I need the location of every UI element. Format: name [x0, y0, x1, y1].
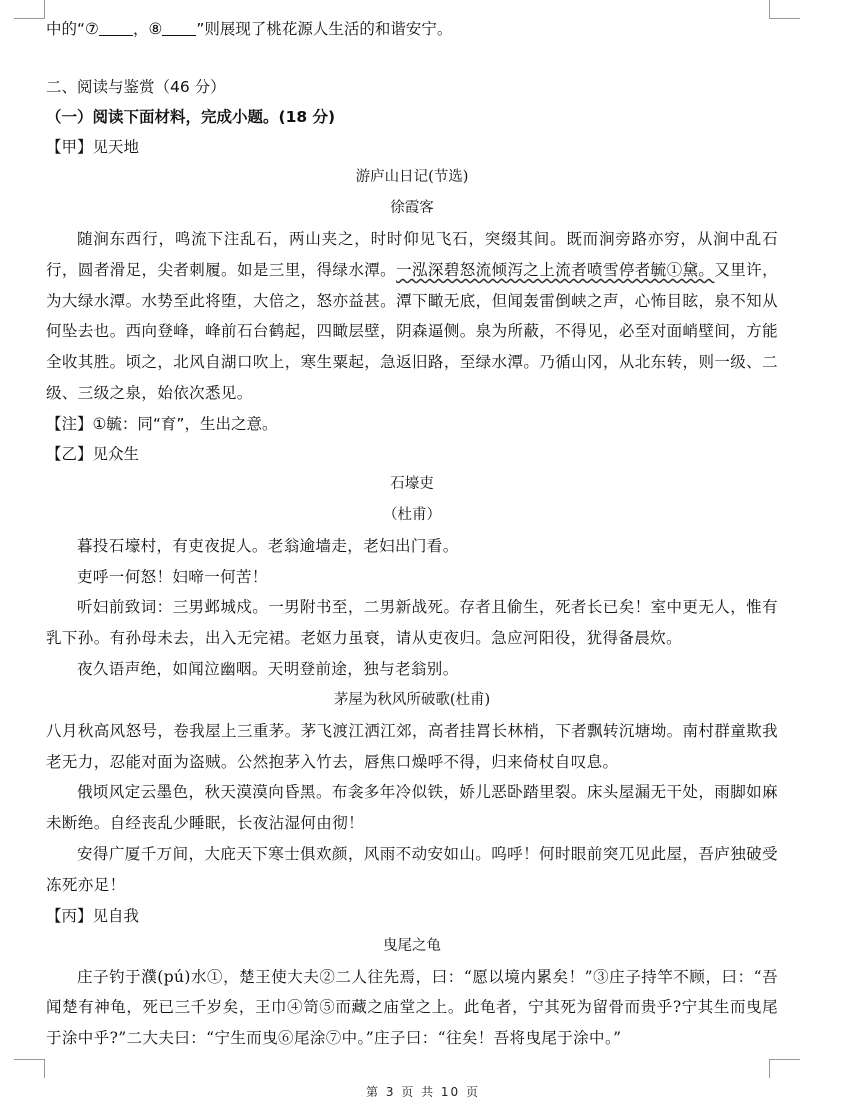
bing-label: 【丙】见自我	[46, 906, 140, 925]
jia-author: 徐霞客	[390, 200, 434, 216]
jia-text-a: 随涧东西行，鸣流下注乱石，两山夹之，时时仰见飞石，突缀其间。既而涧旁路亦穷，从涧中乱石行，圆者滑足，尖者刺履。如是三里，得绿水潭。	[46, 230, 778, 279]
yi-poem2-title: 茅屋为秋风所破歌(杜甫)	[333, 691, 491, 708]
spacer	[46, 44, 778, 72]
intro-mid: ，⑧	[132, 20, 163, 38]
bing-text: 庄子钓于濮(pú)水①，楚王使大夫②二人往先焉，曰：“愿以境内累矣！”③庄子持竿不顾，曰：“吾闻楚有神龟，死已三千岁矣，王巾④笥⑤而藏之庙堂之上。此龟者，宁其死为留骨而贵乎?宁其生而曳尾于涂中乎?”二大夫曰：“宁生而曳⑥尾涂⑦中。”庄子曰：“往矣！吾将曳尾于涂中。”	[46, 967, 778, 1048]
crop-mark-top-left	[14, 0, 45, 19]
blank-7	[99, 19, 133, 36]
section2-title: 二、阅读与鉴赏（46 分）	[46, 78, 226, 96]
document-page	[46, 14, 778, 1054]
jia-text-b: 又里许，为大绿水潭。水势至此将堕，大倍之，怒亦益甚。潭下瞰无底，但闻轰雷倒峡之声，心怖目眩，泉不知从何坠去也。西向登峰，峰前石台鹤起，四瞰层壁，阴森逼侧。泉为所蔽，不得见，必至对面峭壁间，方能全收其胜。顷之，北风自湖口吹上，寒生粟起，急返旧路，至绿水潭。乃循山冈，从北东转，则一级、二级、三级之泉，始依次悉见。	[46, 260, 778, 402]
jia-text-underlined: 一泓深碧怒流倾泻之上流者喷雪停者毓①黛。	[396, 260, 715, 279]
crop-mark-bottom-right	[769, 1059, 800, 1078]
crop-mark-bottom-left	[14, 1059, 45, 1078]
intro-suffix: ”则展现了桃花源人生活的和谐安宁。	[196, 20, 453, 38]
part1-title: （一）阅读下面材料，完成小题。(18 分)	[46, 108, 336, 126]
jia-title: 游庐山日记(节选)	[355, 169, 469, 185]
yi-poem1-para-2: 吏呼一何怒！妇啼一何苦！	[77, 567, 268, 586]
jia-label: 【甲】见天地	[46, 138, 140, 156]
yi-poem1-author: （杜甫）	[383, 506, 441, 523]
jia-text	[46, 224, 778, 409]
yi-poem2-para-1: 八月秋高风怒号，卷我屋上三重茅。茅飞渡江洒江郊，高者挂罥长林梢，下者飘转沉塘坳。南村群童欺我老无力，忍能对面为盗贼。公然抱茅入竹去，唇焦口燥呼不得，归来倚杖自叹息。	[46, 721, 778, 771]
bing-title: 曳尾之龟	[383, 937, 441, 954]
page-number-footer: 第 3 页 共 10 页	[366, 1085, 480, 1099]
yi-poem1-title: 石壕吏	[390, 475, 434, 492]
yi-label: 【乙】见众生	[46, 444, 140, 463]
yi-poem2-para-3: 安得广厦千万间，大庇天下寒士俱欢颜，风雨不动安如山。呜呼！何时眼前突兀见此屋，吾庐独破受冻死亦足！	[46, 844, 778, 894]
blank-8	[162, 19, 196, 36]
jia-note: 【注】①毓：同“育”，生出之意。	[46, 414, 278, 433]
yi-poem1-para-4: 夜久语声绝，如闻泣幽咽。天明登前途，独与老翁别。	[77, 659, 459, 678]
yi-poem2-para-2: 俄顷风定云墨色，秋天漠漠向昏黑。布衾多年冷似铁，娇儿恶卧踏里裂。床头屋漏无干处，雨脚如麻未断绝。自经丧乱少睡眠，长夜沾湿何由彻！	[46, 783, 778, 833]
intro-line	[46, 14, 778, 44]
yi-poem1-para-1: 暮投石壕村，有吏夜捉人。老翁逾墙走，老妇出门看。	[77, 536, 459, 555]
intro-prefix: 中的“⑦	[46, 20, 99, 38]
yi-poem1-para-3: 听妇前致词：三男邺城戍。一男附书至，二男新战死。存者且偷生，死者长已矣！室中更无人，惟有乳下孙。有孙母未去，出入无完裙。老妪力虽衰，请从吏夜归。急应河阳役，犹得备晨炊。	[46, 598, 778, 648]
